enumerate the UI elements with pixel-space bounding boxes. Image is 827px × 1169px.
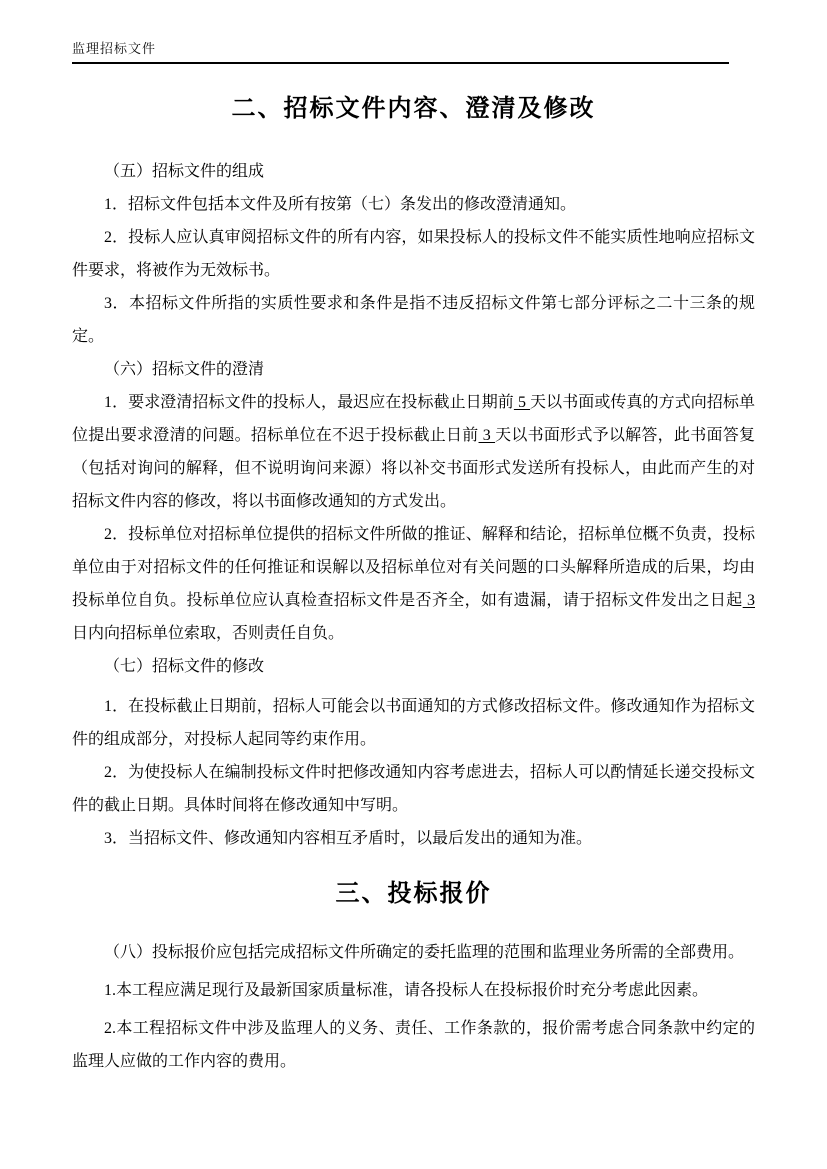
header-title: 监理招标文件 bbox=[72, 41, 157, 56]
para-7-item-2: 2．为使投标人在编制投标文件时把修改通知内容考虑进去，招标人可以酌情延长递交投标文件的截止日期。具体时间将在修改通知中写明。 bbox=[72, 764, 755, 814]
section-3-body bbox=[72, 936, 755, 1078]
para-8-item-2: 2.本工程招标文件中涉及监理人的义务、责任、工作条款的，报价需考虑合同条款中约定的监理人应做的工作内容的费用。 bbox=[72, 1020, 755, 1070]
para-5-item-3: 3．本招标文件所指的实质性要求和条件是指不违反招标文件第七部分评标之二十三条的规定。 bbox=[72, 295, 755, 345]
para-8-heading: （八）投标报价应包括完成招标文件所确定的委托监理的范围和监理业务所需的全部费用。 bbox=[104, 944, 745, 961]
para-6-heading: （六）招标文件的澄清 bbox=[104, 361, 265, 378]
para-5-item-1: 1．招标文件包括本文件及所有按第（七）条发出的修改澄清通知。 bbox=[104, 196, 577, 213]
header-rule bbox=[72, 62, 729, 64]
para-6-item-2 bbox=[72, 518, 755, 650]
para-7-heading: （七）招标文件的修改 bbox=[104, 658, 265, 675]
para-5-item-2: 2．投标人应认真审阅招标文件的所有内容，如果投标人的投标文件不能实质性地响应招标文件要求，将被作为无效标书。 bbox=[72, 229, 755, 279]
para-5-heading: （五）招标文件的组成 bbox=[104, 163, 265, 180]
underlined-days-3b: 3 bbox=[742, 592, 755, 609]
section-heading-2: 二、招标文件内容、澄清及修改 bbox=[231, 95, 596, 122]
para-6-item-2-text: 2．投标单位对招标单位提供的招标文件所做的推证、解释和结论，招标单位概不负责，投标单位由于对招标文件的任何推证和误解以及招标单位对有关问题的口头解释所造成的后果，均由投标单位自负。投标单位应认真检查招标文件是否齐全，如有遗漏，请于招标文件发出之日起 bbox=[72, 526, 755, 609]
para-6-item-1-text: 天以书面形式予以解答，此书面答复（包括对询问的解释，但不说明询问来源）将以补交书面形式发送所有投标人，由此而产生的对招标文件内容的修改，将以书面修改通知的方式发出。 bbox=[72, 427, 755, 510]
section-2-body bbox=[72, 155, 755, 855]
para-6-item-1-text: 1．要求澄清招标文件的投标人，最迟应在投标截止日期前 bbox=[104, 394, 514, 411]
underlined-days-3: 3 bbox=[478, 427, 496, 444]
para-6-item-1 bbox=[72, 386, 755, 518]
para-6-item-1-text: 天以书面或传真的方式向招标单位提出要求澄清的问题。招标单位在不迟于投标截止日前 bbox=[72, 394, 755, 444]
para-6-item-2-text: 日内向招标单位索取，否则责任自负。 bbox=[72, 625, 345, 642]
para-7-item-3: 3．当招标文件、修改通知内容相互矛盾时，以最后发出的通知为准。 bbox=[104, 830, 593, 847]
page-header bbox=[72, 38, 755, 62]
para-8-item-1: 1.本工程应满足现行及最新国家质量标准，请各投标人在投标报价时充分考虑此因素。 bbox=[104, 982, 709, 999]
para-7-item-1: 1．在投标截止日期前，招标人可能会以书面通知的方式修改招标文件。修改通知作为招标文件的组成部分，对投标人起同等约束作用。 bbox=[72, 698, 755, 748]
underlined-days-5: 5 bbox=[513, 394, 531, 411]
section-heading-3: 三、投标报价 bbox=[335, 880, 492, 907]
